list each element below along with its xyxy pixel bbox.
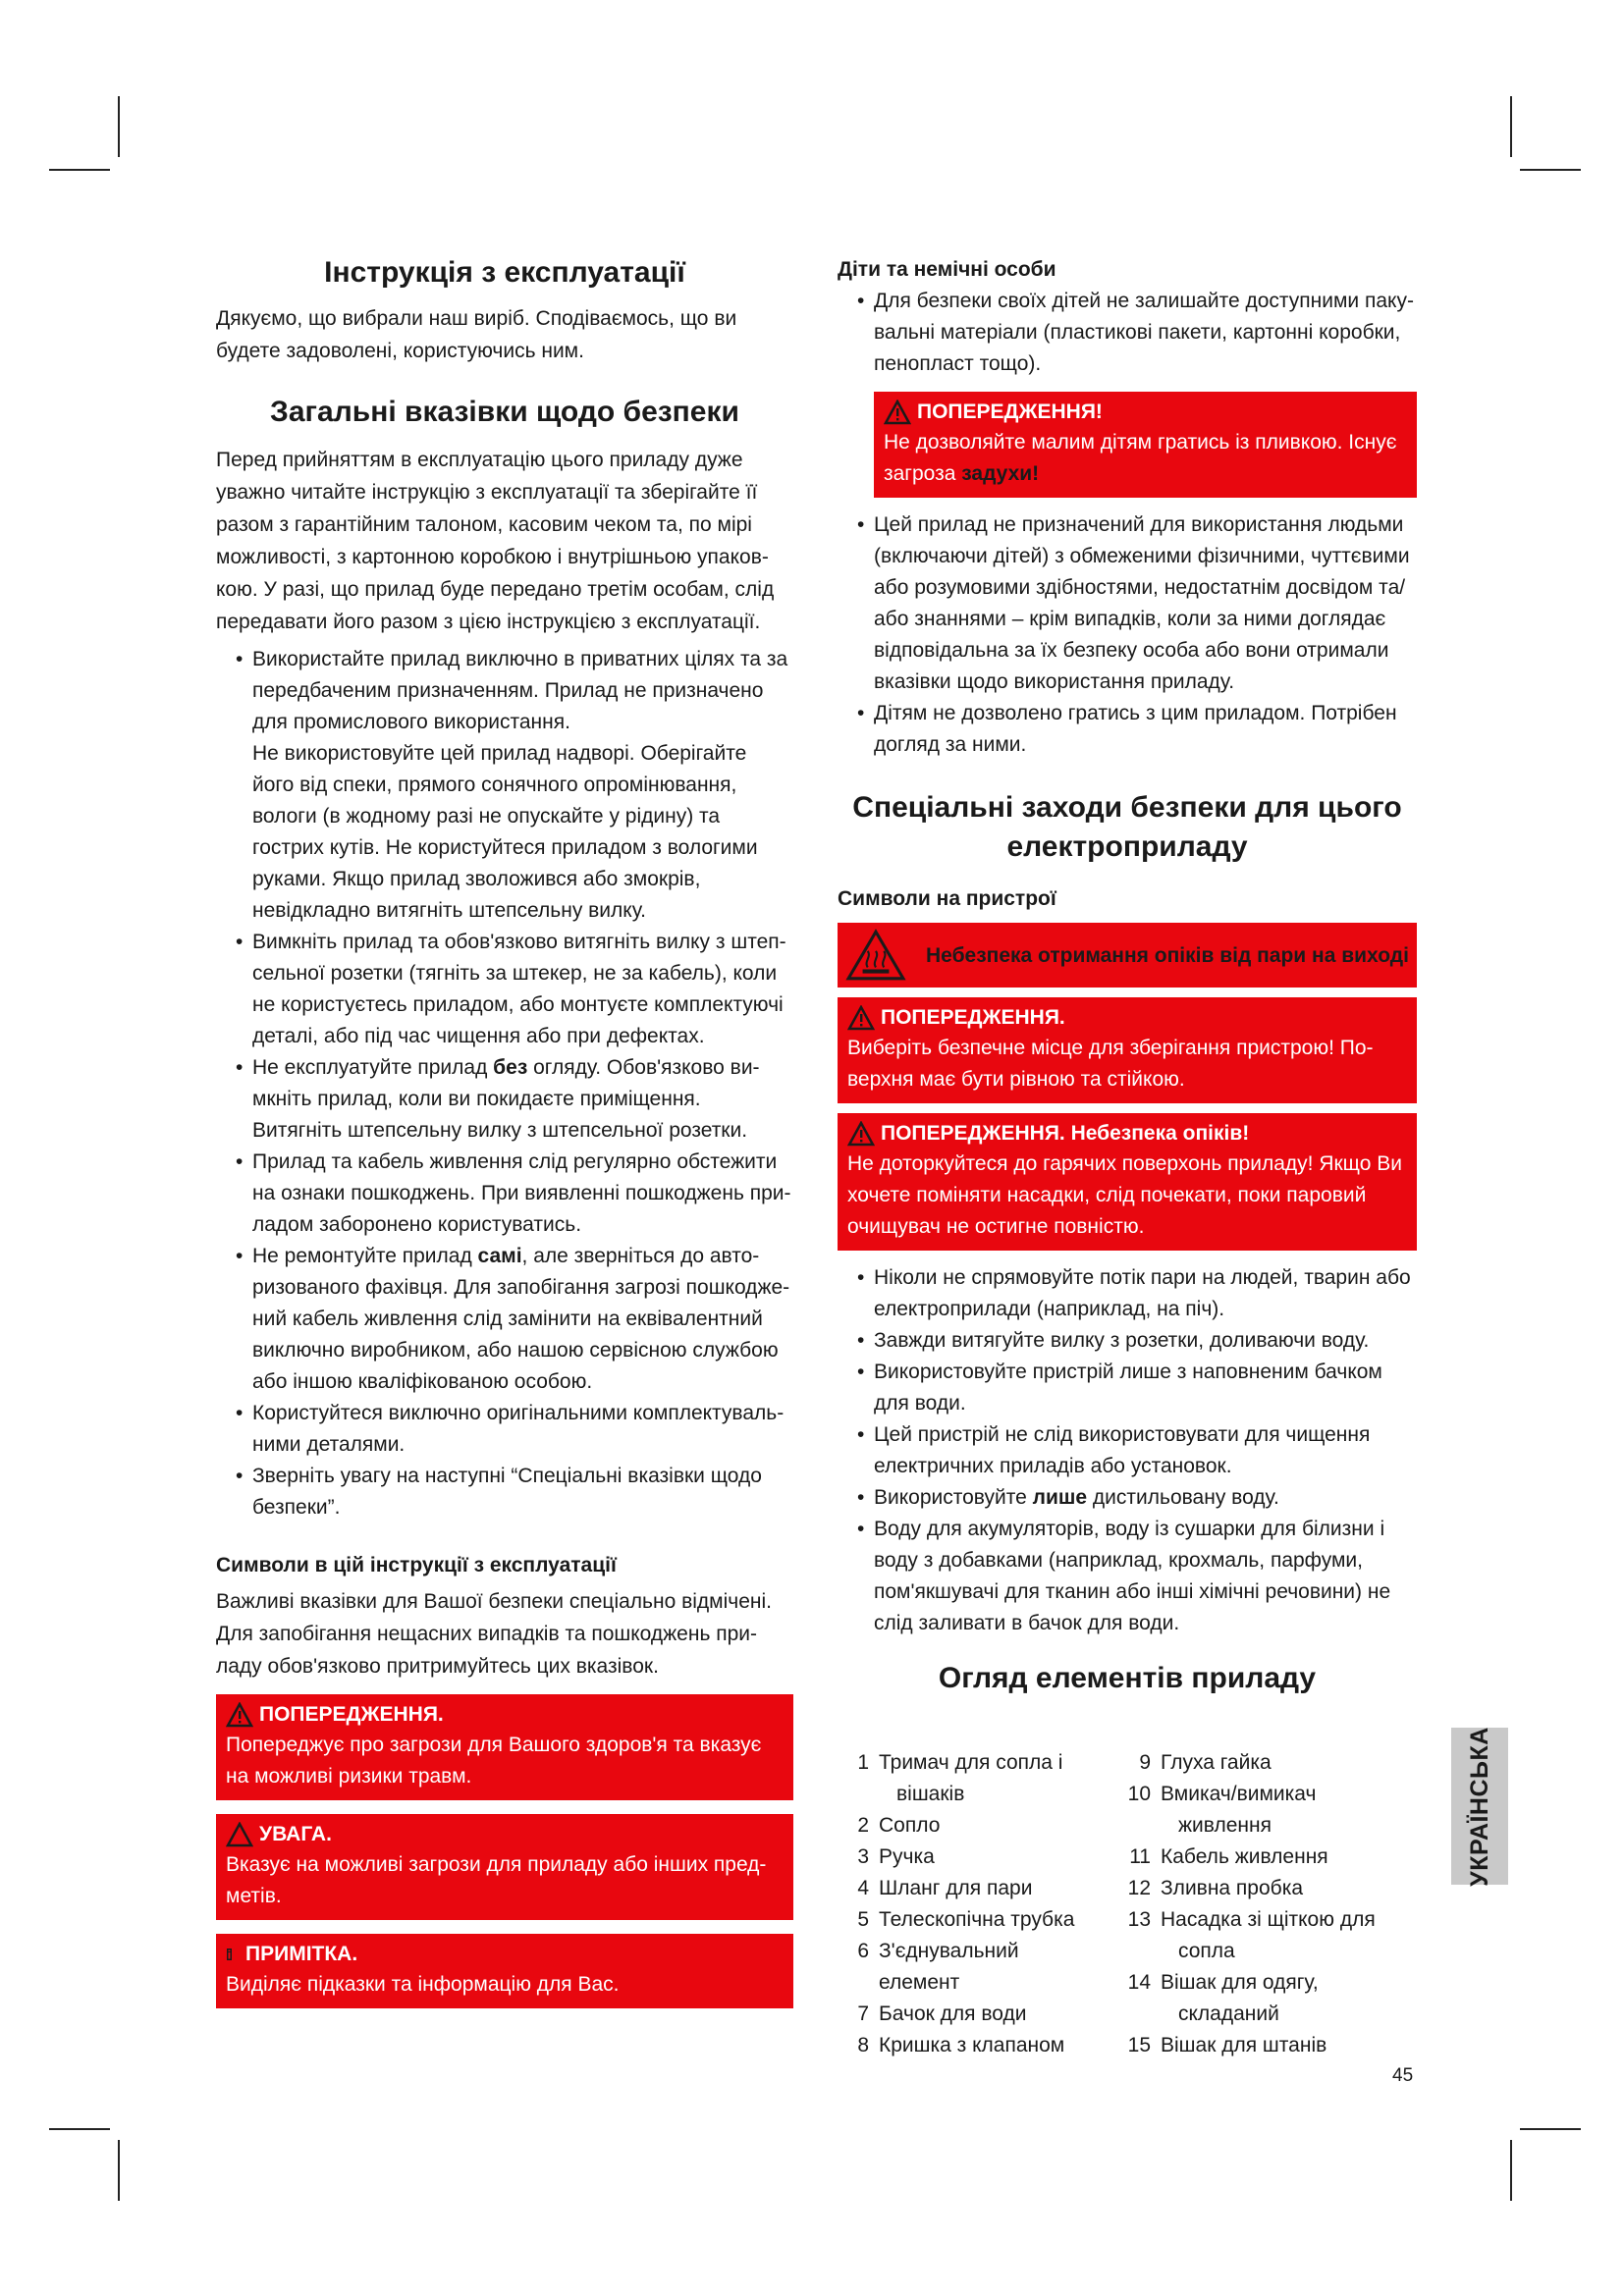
part-item <box>1119 1779 1414 1842</box>
part-number: 15 <box>1127 2034 1151 2056</box>
manual-title: Інструкція з експлуатації <box>324 256 685 289</box>
part-number: 13 <box>1127 1908 1151 1931</box>
warning-box-title: ПОПЕРЕДЖЕННЯ. <box>881 1006 1065 1029</box>
part-item <box>838 1999 1103 2030</box>
part-label: З'єднувальний елемент <box>879 1940 1019 1994</box>
caution-box-text: Вказує на можливі загрози для приладу або інших пред-метів. <box>226 1853 767 1907</box>
warning-triangle-icon <box>884 400 911 425</box>
crop-mark <box>49 169 110 171</box>
part-label: Насадка зі щіткою для сопла <box>1161 1908 1376 1962</box>
safety-bullet: • Користуйтеся виключно оригінальними комплектуваль-ними деталями. <box>216 1398 793 1461</box>
warning-triangle-icon <box>847 1005 875 1031</box>
children-title: Діти та немічні особи <box>838 258 1056 281</box>
warning-box-text: Виберіть безпечне місце для зберігання пристрою! По-верхня має бути рівною та стійкою. <box>847 1037 1374 1091</box>
safety-title: Загальні вказівки щодо безпеки <box>270 396 739 428</box>
part-number: 9 <box>1139 1751 1151 1774</box>
special-bullet: • Завжди витягуйте вилку з розетки, доливаючи воду. <box>838 1325 1417 1357</box>
children-bullet: • Для безпеки своїх дітей не залишайте доступними паку-вальні матеріали (пластикові пакети, картонні коробки, пенопласт тощо). <box>838 286 1417 380</box>
part-item <box>838 1873 1103 1904</box>
device-symbols-title: Символи на пристрої <box>838 887 1056 910</box>
special-safety-title: Спеціальні заходи безпеки для цього електроприладу <box>852 791 1402 863</box>
part-item <box>838 1842 1103 1873</box>
info-icon <box>226 1942 240 1967</box>
caution-triangle-icon <box>226 1822 253 1847</box>
safety-bullet: • Вимкніть прилад та обов'язково витягніть вилку з штеп-сельної розетки (тягніть за штекер, не за кабель), коли не користуєтесь приладом, або монтуєте комплектуючі деталі, або під час чищення або при дефектах. <box>216 927 793 1052</box>
safety-bullet: • Не експлуатуйте прилад без огляду. Обов'язково ви-мкніть прилад, коли ви покидаєте приміщення. Витягніть штепсельну вилку з штепсельної розетки. <box>216 1052 793 1147</box>
part-number: 11 <box>1129 1845 1151 1868</box>
part-number: 8 <box>857 2034 869 2056</box>
warning-triangle-icon <box>226 1702 253 1728</box>
warning-box <box>838 1113 1417 1251</box>
right-column <box>838 253 1417 1698</box>
part-label: Глуха гайка <box>1161 1751 1272 1774</box>
special-bullet: • Використовуйте лише дистильовану воду. <box>838 1482 1417 1514</box>
part-number: 10 <box>1127 1783 1151 1805</box>
safety-bullet: • Прилад та кабель живлення слід регулярно обстежити на ознаки пошкоджень. При виявленні пошкоджень при-ладом заборонено користуватись. <box>216 1147 793 1241</box>
note-box-text: Виділяє підказки та інформацію для Вас. <box>226 1973 620 1996</box>
crop-mark <box>1520 169 1581 171</box>
part-label: Зливна пробка <box>1161 1877 1304 1899</box>
part-item <box>1119 1842 1414 1873</box>
caution-box-title: УВАГА. <box>259 1823 332 1845</box>
warning-box-title: ПОПЕРЕДЖЕННЯ. Небезпека опіків! <box>881 1122 1250 1145</box>
part-number: 6 <box>857 1940 869 1962</box>
part-item <box>1119 1967 1414 2030</box>
parts-list-right <box>1119 1747 1414 2061</box>
part-item <box>838 1904 1103 1936</box>
warning-box-title: ПОПЕРЕДЖЕННЯ. <box>259 1703 444 1726</box>
warning-triangle-icon <box>847 1121 875 1147</box>
crop-mark <box>1510 96 1512 157</box>
part-item <box>838 2030 1103 2061</box>
note-box-title: ПРИМІТКА. <box>245 1943 358 1965</box>
warning-box-text: Не дозволяйте малим дітям гратись із пливкою. Існує загроза задухи! <box>884 431 1397 485</box>
note-box <box>216 1934 793 2008</box>
crop-mark <box>1520 2128 1581 2130</box>
part-number: 14 <box>1127 1971 1151 1994</box>
intro-text: Дякуємо, що вибрали наш виріб. Сподіваємось, що ви будете задоволені, користуючись ним. <box>216 307 737 362</box>
crop-mark <box>49 2128 110 2130</box>
part-number: 7 <box>857 2002 869 2025</box>
safety-intro: Перед прийняттям в експлуатацію цього приладу дуже уважно читайте інструкцію з експлуатації та зберігайте її разом з гарантійним талоном, касовим чеком та, по мірі можливості, з картонною коробкою і внутрішньою упаков-кою. У разі, що прилад буде передано третім особам, слід передавати його разом з цією інструкцією з експлуатації. <box>216 449 775 633</box>
part-label: Шланг для пари <box>879 1877 1033 1899</box>
special-bullet: • Воду для акумуляторів, воду із сушарки для білизни і воду з добавками (наприклад, крохмаль, парфуми, пом'якшувачі для тканин або інші хімічні речовини) не слід заливати в бачок для води. <box>838 1514 1417 1639</box>
overview-title: Огляд елементів приладу <box>938 1662 1317 1694</box>
part-label: Бачок для води <box>879 2002 1027 2025</box>
caution-box <box>216 1814 793 1920</box>
part-item <box>838 1747 1103 1810</box>
safety-bullet: • Зверніть увагу на наступні “Спеціальні вказівки щодо безпеки”. <box>216 1461 793 1523</box>
steam-hazard-text: Небезпека отримання опіків від пари на виході <box>926 943 1409 967</box>
part-label: Тримач для сопла і вішаків <box>879 1751 1063 1805</box>
warning-box-title: ПОПЕРЕДЖЕННЯ! <box>917 400 1103 423</box>
part-item <box>1119 1904 1414 1967</box>
part-item <box>838 1810 1103 1842</box>
symbols-intro: Важливі вказівки для Вашої безпеки спеціально відмічені. Для запобігання нещасних випадків та пошкоджень при-ладу обов'язково притримуйтесь цих вказівок. <box>216 1590 772 1678</box>
safety-bullet: • Використайте прилад виключно в приватних цілях та за передбаченим призначенням. Прилад не призначено для промислового використання. <box>216 644 793 738</box>
part-label: Сопло <box>879 1814 941 1837</box>
parts-list-left <box>838 1747 1103 2061</box>
safety-bullet-continued: Не використовуйте цей прилад надворі. Оберігайте його від спеки, прямого сонячного опромінювання, вологи (в жодному разі не опускайте у рідину) та гострих кутів. Не користуйтеся приладом з вологими руками. Якщо прилад зволожився або змокрів, невідкладно витягніть штепсельну вилку. <box>252 742 758 922</box>
crop-mark <box>1510 2140 1512 2201</box>
part-number: 4 <box>857 1877 869 1899</box>
part-label: Телескопічна трубка <box>879 1908 1075 1931</box>
crop-mark <box>118 2140 120 2201</box>
special-bullet: • Використовуйте пристрій лише з наповненим бачком для води. <box>838 1357 1417 1419</box>
part-number: 3 <box>857 1845 869 1868</box>
crop-mark <box>118 96 120 157</box>
steam-hazard-box <box>838 923 1417 988</box>
special-bullet: • Цей пристрій не слід використовувати для чищення електричних приладів або установок. <box>838 1419 1417 1482</box>
page-number: 45 <box>1392 2065 1414 2086</box>
warning-box <box>874 392 1417 498</box>
part-item <box>1119 2030 1414 2061</box>
left-column <box>216 253 793 2008</box>
part-label: Кабель живлення <box>1161 1845 1328 1868</box>
part-label: Вішак для штанів <box>1161 2034 1327 2056</box>
safety-bullet: • Не ремонтуйте прилад самі, але зверніться до авто-ризованого фахівця. Для запобігання загрозі пошкодже-ний кабель живлення слід замінити на еквівалентний виключно виробником, або нашою сервісною службою або іншою кваліфікованою особою. <box>216 1241 793 1398</box>
children-bullet: • Цей прилад не призначений для використання людьми (включаючи дітей) з обмеженими фізичними, чуттєвими або розумовими здібностями, недостатнім досвідом та/ або знаннями – крім випадків, коли за ними доглядає відповідальна за їх безпеку особа або вони отримали вказівки щодо використання приладу. <box>838 509 1417 698</box>
part-item <box>1119 1747 1414 1779</box>
part-label: Кришка з клапаном <box>879 2034 1065 2056</box>
part-label: Вішак для одягу, складаний <box>1161 1971 1319 2025</box>
part-item <box>1119 1873 1414 1904</box>
special-bullet: • Ніколи не спрямовуйте потік пари на людей, тварин або електроприлади (наприклад, на піч). <box>838 1262 1417 1325</box>
part-number: 2 <box>857 1814 869 1837</box>
warning-box-text: Не доторкуйтеся до гарячих поверхонь приладу! Якщо Ви хочете поміняти насадки, слід почекати, поки паровий очищувач не остигне повністю. <box>847 1152 1402 1238</box>
part-item <box>838 1936 1103 1999</box>
children-bullet: • Дітям не дозволено гратись з цим приладом. Потрібен догляд за ними. <box>838 698 1417 761</box>
warning-box-text: Попереджує про загрози для Вашого здоров'я та вказує на можливі ризики травм. <box>226 1734 762 1788</box>
part-number: 5 <box>857 1908 869 1931</box>
symbols-title: Символи в цій інструкції з експлуатації <box>216 1554 617 1576</box>
language-tab: УКРАЇНСЬКА <box>1451 1728 1508 1885</box>
warning-box <box>838 997 1417 1103</box>
hot-steam-warning-icon <box>845 929 906 982</box>
part-number: 12 <box>1127 1877 1151 1899</box>
part-label: Ручка <box>879 1845 935 1868</box>
part-number: 1 <box>857 1751 869 1774</box>
part-label: Вмикач/вимикач живлення <box>1161 1783 1317 1837</box>
warning-box <box>216 1694 793 1800</box>
